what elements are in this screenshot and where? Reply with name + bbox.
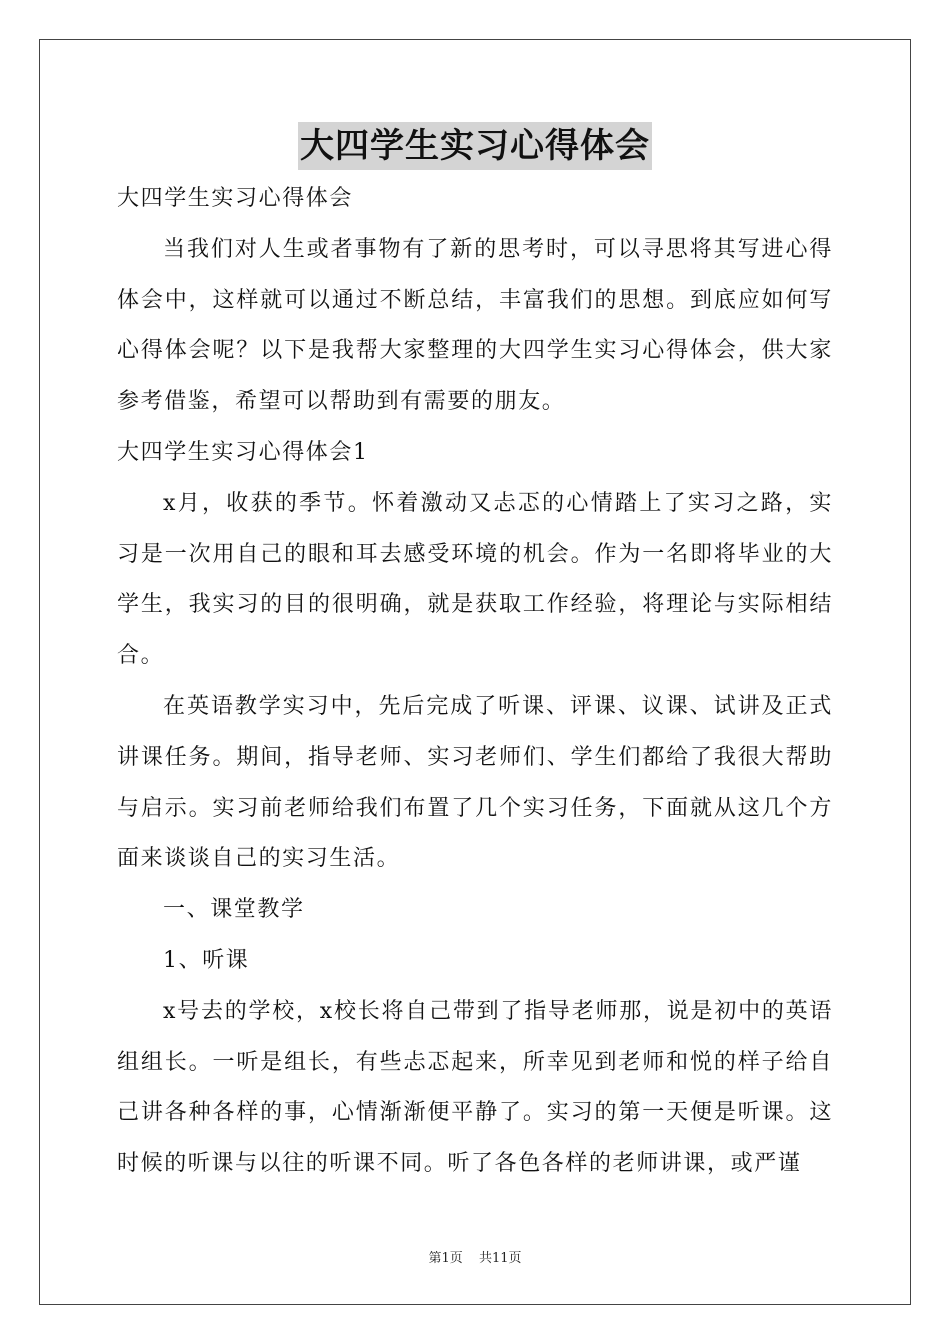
body-paragraph: 在英语教学实习中，先后完成了听课、评课、议课、试讲及正式讲课任务。期间，指导老师、实习老师们、学生们都给了我很大帮助与启示。实习前老师给我们布置了几个实习任务，下面就从这几个方面来谈谈自己的实习生活。 [117, 693, 833, 872]
document-body [117, 174, 833, 1190]
body-paragraph: x号去的学校，x校长将自己带到了指导老师那，说是初中的英语组组长。一听是组长，有些忐忑起来，所幸见到老师和悦的样子给自己讲各种各样的事，心情渐渐便平静了。实习的第一天便是听课。这时候的听课与以往的听课不同。听了各色各样的老师讲课，或严谨 [117, 998, 833, 1177]
intro-paragraph: 当我们对人生或者事物有了新的思考时，可以寻思将其写进心得体会中，这样就可以通过不断总结，丰富我们的思想。到底应如何写心得体会呢？以下是我帮大家整理的大四学生实习心得体会，供大家参考借鉴，希望可以帮助到有需要的朋友。 [117, 236, 833, 415]
body-paragraph: x月，收获的季节。怀着激动又忐忑的心情踏上了实习之路，实习是一次用自己的眼和耳去感受环境的机会。作为一名即将毕业的大学生，我实习的目的很明确，就是获取工作经验，将理论与实际相结合。 [117, 490, 833, 669]
section-heading: 大四学生实习心得体会1 [117, 439, 369, 465]
document-title: 大四学生实习心得体会 [298, 122, 652, 170]
subtitle-paragraph: 大四学生实习心得体会 [117, 186, 354, 211]
total-pages: 共11页 [478, 1251, 522, 1266]
subheading-listening: 1、听课 [163, 947, 250, 973]
title-container [0, 122, 950, 170]
page-number: 第1页 [428, 1251, 463, 1266]
subheading-classroom: 一、课堂教学 [163, 897, 305, 923]
page-footer [0, 1247, 950, 1266]
